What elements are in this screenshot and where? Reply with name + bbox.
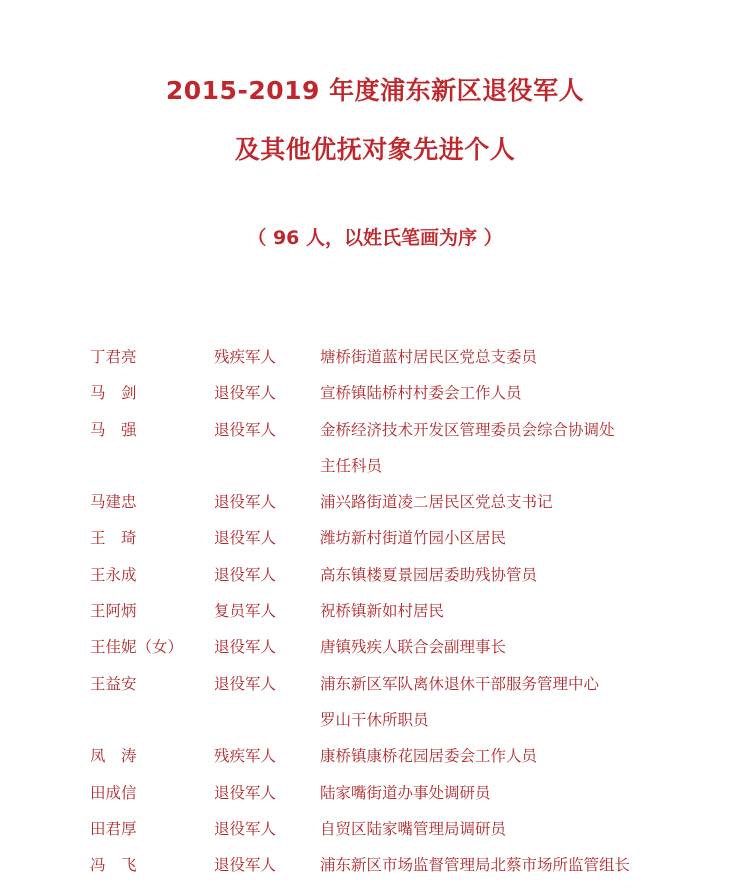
honoree-unit-line: 高东镇楼夏景园居委助残协管员: [320, 565, 538, 584]
honoree-unit-line: 浦东新区市场监督管理局北蔡市场所监管组长: [320, 856, 631, 875]
honoree-unit-line: 自贸区陆家嘴管理局调研员: [320, 819, 507, 838]
honoree-name: 王永成: [90, 565, 137, 584]
honoree-unit: [320, 484, 740, 520]
honoree-unit: [320, 412, 740, 485]
honoree-category: 退役军人: [214, 638, 277, 657]
honoree-unit-line: 宣桥镇陆桥村村委会工作人员: [320, 384, 522, 403]
honoree-unit: [320, 520, 740, 556]
honoree-category: 退役军人: [214, 565, 277, 584]
honoree-name: 田君厚: [90, 819, 137, 838]
honoree-unit: [320, 593, 740, 629]
honoree-category: 退役军人: [214, 529, 277, 548]
honoree-unit: [320, 666, 740, 739]
honoree-category: 退役军人: [214, 783, 277, 802]
honoree-unit-line: 金桥经济技术开发区管理委员会综合协调处: [320, 420, 615, 439]
honoree-unit: [320, 738, 740, 774]
honoree-unit-line: 主任科员: [320, 456, 383, 475]
honoree-name: 马 强: [90, 420, 137, 439]
honoree-category: 退役军人: [214, 420, 277, 439]
honoree-unit: [320, 811, 740, 847]
honoree-unit-line: 塘桥街道蓝村居民区党总支委员: [320, 348, 538, 366]
honoree-unit: [320, 629, 740, 665]
honoree-unit: [320, 847, 740, 883]
honoree-unit: [320, 339, 740, 375]
honoree-unit-line: 浦东新区军队离休退休干部服务管理中心: [320, 674, 600, 693]
honoree-name: 凤 涛: [90, 747, 137, 766]
honoree-name: 田成信: [90, 783, 137, 802]
honoree-name: 丁君亮: [90, 348, 137, 366]
honoree-category: 残疾军人: [214, 747, 277, 766]
honoree-unit-line: 唐镇残疾人联合会副理事长: [320, 638, 507, 657]
list-item: [0, 672, 750, 745]
honoree-name: 王 琦: [90, 529, 137, 548]
honoree-category: 残疾军人: [214, 348, 277, 366]
honoree-name: 马建忠: [90, 493, 137, 512]
honoree-unit-line: 潍坊新村街道竹园小区居民: [320, 529, 507, 548]
honoree-category: 退役军人: [214, 493, 277, 512]
subtitle: （ 96 人，以姓氏笔画为序 ）: [247, 227, 503, 249]
honoree-name: 王阿炳: [90, 602, 137, 621]
honoree-name: 王益安: [90, 674, 137, 693]
honoree-name: 冯 飞: [90, 856, 137, 875]
honoree-unit-line: 罗山干休所职员: [320, 710, 429, 729]
list-item: [0, 418, 750, 491]
honoree-unit-line: 祝桥镇新如村居民: [320, 602, 445, 621]
honoree-category: 退役军人: [214, 819, 277, 838]
title-line-1: 2015-2019 年度浦东新区退役军人: [165, 76, 585, 105]
honoree-unit-line: 陆家嘴街道办事处调研员: [320, 783, 491, 802]
honoree-unit: [320, 557, 740, 593]
honoree-list: [0, 345, 750, 889]
honoree-category: 退役军人: [214, 674, 277, 693]
list-item: [0, 853, 750, 889]
honoree-name: 马 剑: [90, 384, 137, 403]
honoree-category: 退役军人: [214, 856, 277, 875]
honoree-category: 复员军人: [214, 602, 277, 621]
honoree-unit-line: 康桥镇康桥花园居委会工作人员: [320, 747, 538, 766]
title-line-2: 及其他优抚对象先进个人: [234, 135, 516, 164]
honoree-unit: [320, 775, 740, 811]
honoree-name: 王佳妮（女）: [90, 638, 184, 657]
honoree-category: 退役军人: [214, 384, 277, 403]
honoree-unit-line: 浦兴路街道凌二居民区党总支书记: [320, 493, 553, 512]
honoree-unit: [320, 375, 740, 411]
